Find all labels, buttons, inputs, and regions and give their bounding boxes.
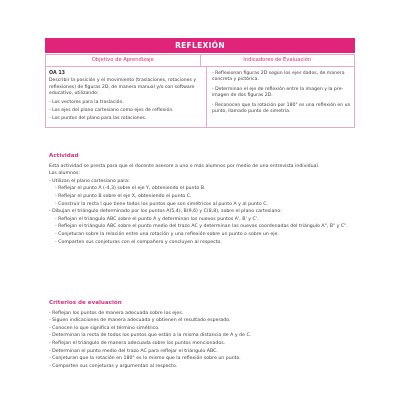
table-subheader [45,54,355,67]
criterio-item: - Reflejan el triángulo de manera adecuada sobre los puntos mencionados. [49,340,226,346]
oa-item: - Los vectores para la traslación. [49,99,124,105]
reflexion-table [45,38,355,128]
actividad-intro2: Los alumnos: [49,171,80,177]
table-body [45,67,355,128]
actividad-substep: - Comparten sus conjeturas con el compañero y concluyen al respecto. [55,239,222,245]
actividad-substep: - Construir la recta l que tiene todos los puntos que son simétricos al punto A y al punto C. [55,201,268,207]
criterio-item: - Conjeturan que la rotación en 180° es lo mismo que la reflexión sobre un punto. [49,356,241,362]
actividad-section [49,153,357,246]
actividad-step: - Dibujan el triángulo determinado por los puntos A(5,4), B(9,6) y C(8,8), sobre el plano cartesiano: [49,209,282,215]
actividad-substep: - Reflejan el triángulo ABC sobre el punto A y determinan los nuevos puntos A', B' y C'. [55,216,259,222]
criterio-item: - Conocen lo que significa el término simétrico. [49,325,160,331]
actividad-step: - Utilizan el plano cartesiano para: [49,178,130,184]
criterio-item: - Comparten sus conjeturas y argumentan al respecto. [49,363,178,369]
table-title: REFLEXIÓN [45,38,355,53]
actividad-intro: Esta actividad se presta para que el docente asesore a uno o más alumnos por medio de una entrevista individual. [49,163,320,169]
criterio-item: - Determinan el punto medio del trazo AC para reflejar el triángulo ABC. [49,348,218,354]
criterio-item: - Determinan la recta de todos los puntos que están a la misma distancia de A y de C. [49,333,252,339]
actividad-substep: - Reflejar el punto A (-4,3) sobre el eje Y, obteniendo el punto B. [55,186,206,192]
objetivo-cell [46,67,207,127]
indicadores-cell [207,67,354,127]
actividad-heading: Actividad [49,153,79,159]
indicator-item: - Determinan el eje de reflexión entre la imagen y la pre-imagen de dos figuras 2D. [212,86,344,99]
col-header-objetivo: Objetivo de Aprendizaje [45,54,201,67]
actividad-substep: - Reflejan el triángulo ABC sobre el punto medio del trazo AC y determinan las nuevas coordenadas del triángulo A", B" y C". [55,224,348,230]
criterio-item: - Reflejan los puntos de manera adecuada sobre los ejes. [49,310,184,316]
indicator-item: - Reconocen que la rotación por 180° es una reflexión en un punto, llamado punto de simetría. [212,102,351,115]
actividad-substep: - Reflejar el punto B sobre el eje X, obteniendo el punto C. [55,193,192,199]
criterios-heading: Criterios de evaluación [49,300,122,306]
oa-item: - Los ejes del plano cartesiano como ejes de reflexión. [49,108,174,114]
criterio-item: - Siguen indicaciones de manera adecuada y obtienen el resultado esperado. [49,318,231,324]
criterios-section [49,300,357,370]
col-header-indicadores: Indicadores de Evaluación [201,54,356,67]
oa-text: Describir la posición y el movimiento (traslaciones, rotaciones y reflexiones) de figuras 2D, de manera manual y/o con software educativo, utilizando: [49,78,197,97]
indicator-item: - Reflexionan figuras 2D según los ejes dados, de manera concreta y pictórica. [212,71,345,83]
oa-item: - Los puntos del plano para las rotaciones. [49,116,147,122]
oa-code: OA 13 [49,71,66,76]
actividad-substep: - Conjeturan sobre la relación entre una rotación y una reflexión sobre un punto o sobre un eje. [55,231,279,237]
